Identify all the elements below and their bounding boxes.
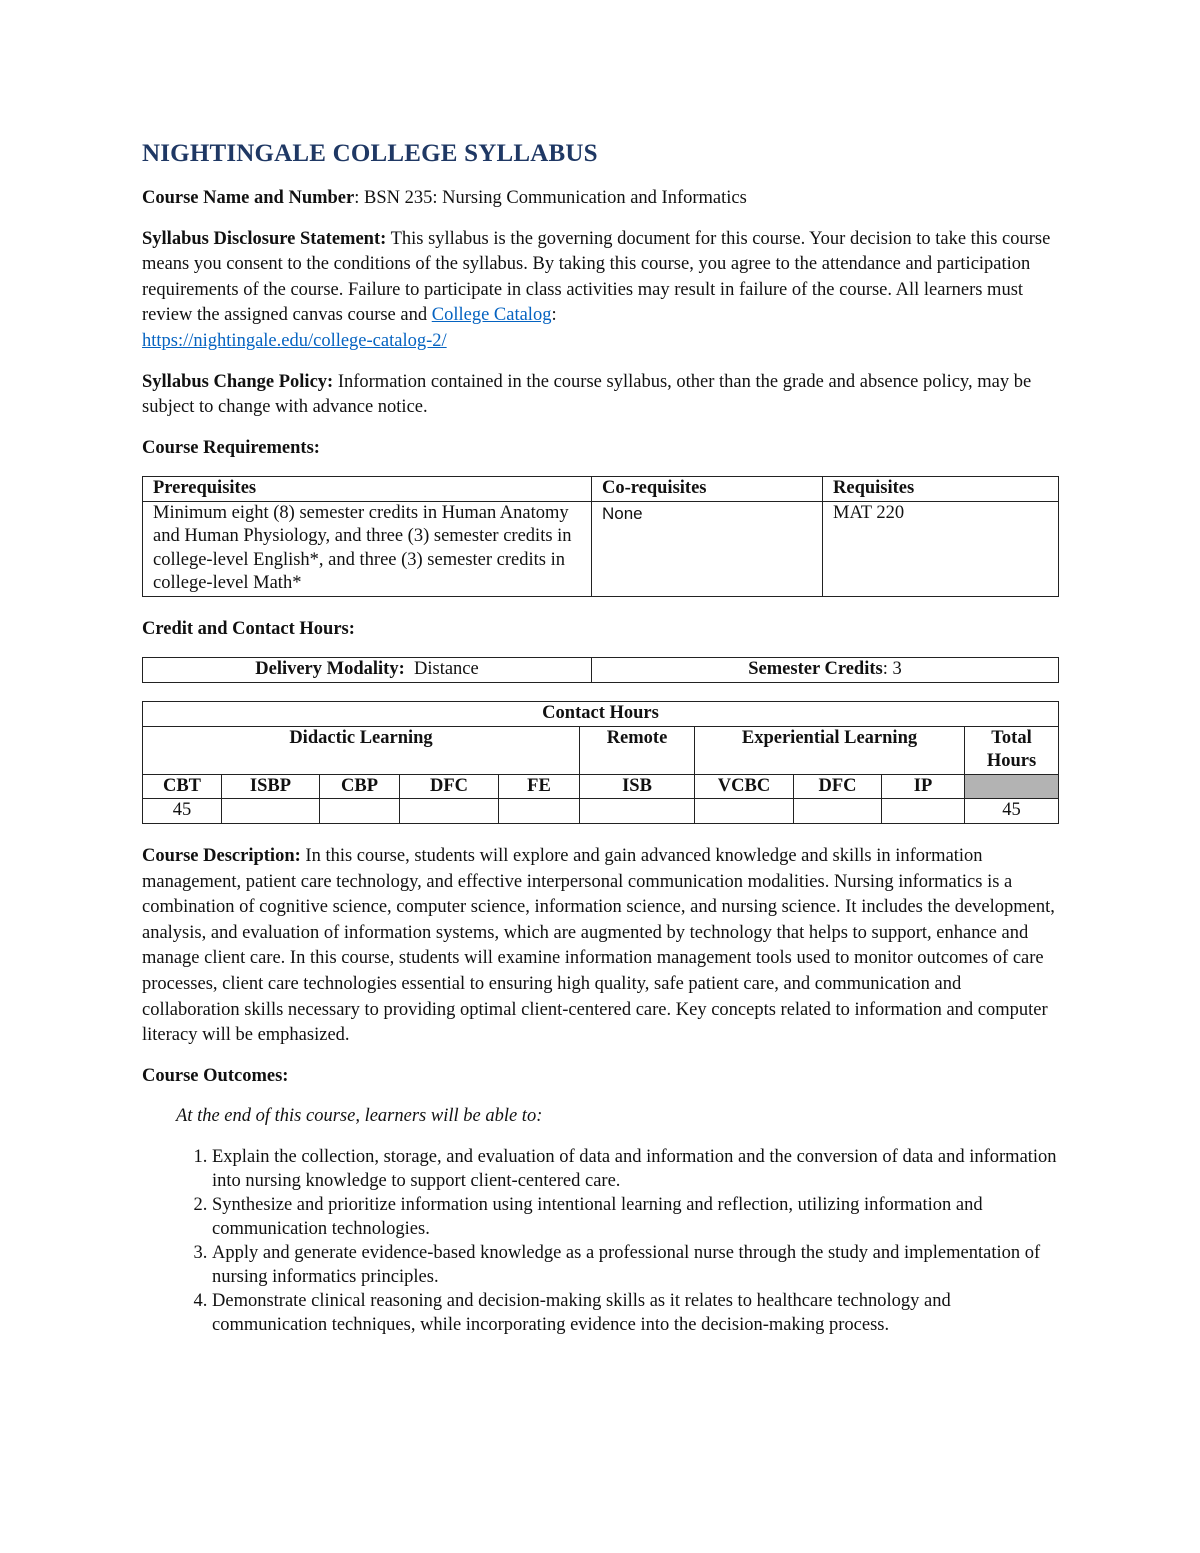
list-item: 3. Apply and generate evidence-based knowledge as a professional nurse through the study and implementation of nursing informatics principles. xyxy=(212,1241,1062,1289)
page-title: NIGHTINGALE COLLEGE SYLLABUS xyxy=(142,140,598,167)
value-fe xyxy=(499,799,580,824)
contact-hours-table xyxy=(142,701,1059,824)
value-total: 45 xyxy=(965,799,1059,824)
outcomes-intro: At the end of this course, learners will be able to: xyxy=(176,1106,543,1127)
header-prerequisites: Prerequisites xyxy=(143,477,592,502)
modality-label: Delivery Modality: xyxy=(255,659,405,680)
change-policy xyxy=(142,370,1062,421)
col-dfc: DFC xyxy=(400,774,499,799)
colon: : xyxy=(551,305,557,326)
course-name xyxy=(142,186,1062,212)
course-name-label: Course Name and Number xyxy=(142,188,355,208)
course-name-value: : BSN 235: Nursing Communication and Informatics xyxy=(354,188,747,208)
disclosure-text: This syllabus is the governing document for this course. Your decision to take this course means you consent to the conditions of the syllabus. By taking this course, you agree to the attendance and participation requirements of the course. Failure to participate in class activities may result in failure of the course. All learners must review the assigned canvas course and xyxy=(142,228,1051,326)
catalog-url-link[interactable]: https://nightingale.edu/college-catalog-2/ xyxy=(142,330,447,351)
change-policy-text: Information contained in the course syllabus, other than the grade and absence policy, may be subject to change with advance notice. xyxy=(142,371,1032,418)
group-experiential: Experiential Learning xyxy=(695,726,965,774)
contact-hours-title: Contact Hours xyxy=(143,702,1059,727)
disclosure-label: Syllabus Disclosure Statement: xyxy=(142,228,387,249)
col-total-shaded xyxy=(965,774,1059,799)
credit-table xyxy=(142,657,1059,683)
value-ip xyxy=(882,799,965,824)
col-vcbc: VCBC xyxy=(695,774,794,799)
heading: Credit and Contact Hours: xyxy=(142,618,355,639)
list-item: 2. Synthesize and prioritize information using intentional learning and reflection, utilizing information and communication technologies. xyxy=(212,1193,1062,1241)
requirements-heading xyxy=(142,436,1062,462)
credits-label: Semester Credits xyxy=(748,659,883,680)
col-cbt: CBT xyxy=(143,774,222,799)
disclosure-statement xyxy=(142,227,1062,355)
value-dfc-2 xyxy=(794,799,882,824)
col-ip: IP xyxy=(882,774,965,799)
col-isb: ISB xyxy=(580,774,695,799)
group-remote: Remote xyxy=(580,726,695,774)
heading: Course Requirements: xyxy=(142,437,320,458)
group-total: Total Hours xyxy=(965,726,1059,774)
heading: Course Outcomes: xyxy=(142,1065,289,1086)
description-label: Course Description: xyxy=(142,845,301,866)
col-isbp: ISBP xyxy=(222,774,320,799)
requirements-table xyxy=(142,476,1059,597)
change-policy-label: Syllabus Change Policy: xyxy=(142,371,334,392)
list-item: 1. Explain the collection, storage, and evaluation of data and information and the conversion of data and information into nursing knowledge to support client-centered care. xyxy=(212,1145,1062,1193)
corequisites-cell: None xyxy=(592,501,823,596)
group-didactic: Didactic Learning xyxy=(143,726,580,774)
credits-value: : 3 xyxy=(882,659,902,680)
delivery-modality xyxy=(143,658,592,683)
course-description xyxy=(142,844,1062,1049)
header-corequisites: Co-requisites xyxy=(592,477,823,502)
value-isbp xyxy=(222,799,320,824)
value-isb xyxy=(580,799,695,824)
credit-heading xyxy=(142,617,1062,643)
value-cbt: 45 xyxy=(143,799,222,824)
requisites-cell: MAT 220 xyxy=(823,501,1059,596)
list-item: 4. Demonstrate clinical reasoning and decision-making skills as it relates to healthcare technology and communication techniques, while incorporating evidence into the decision-making process. xyxy=(212,1289,1062,1337)
col-fe: FE xyxy=(499,774,580,799)
col-dfc-2: DFC xyxy=(794,774,882,799)
syllabus-page xyxy=(142,140,1062,1337)
outcomes-heading xyxy=(142,1064,1062,1090)
modality-value: Distance xyxy=(414,659,479,680)
description-text: In this course, students will explore and gain advanced knowledge and skills in information management, patient care technology, and effective interpersonal communication modalities. Nursing informatics is a combination of cognitive science, computer science, information science, and nursing science. It includes the development, analysis, and evaluation of information systems, which are augmented by technology that helps to support, enhance and manage client care. In this course, students will examine information management tools used to monitor outcomes of care processes, client care technologies essential to ensuring high quality, safe patient care, and communication and collaboration skills necessary to providing optimal client-centered care. Key concepts related to information and computer literacy will be emphasized. xyxy=(142,845,1055,1046)
value-vcbc xyxy=(695,799,794,824)
col-cbp: CBP xyxy=(320,774,400,799)
value-dfc xyxy=(400,799,499,824)
prerequisites-cell: Minimum eight (8) semester credits in Human Anatomy and Human Physiology, and three (3) semester credits in college-level English*, and three (3) semester credits in college-level Math* xyxy=(143,501,592,596)
college-catalog-link[interactable]: College Catalog xyxy=(431,305,552,326)
header-requisites: Requisites xyxy=(823,477,1059,502)
value-cbp xyxy=(320,799,400,824)
outcomes-list xyxy=(142,1145,1062,1337)
semester-credits xyxy=(592,658,1059,683)
